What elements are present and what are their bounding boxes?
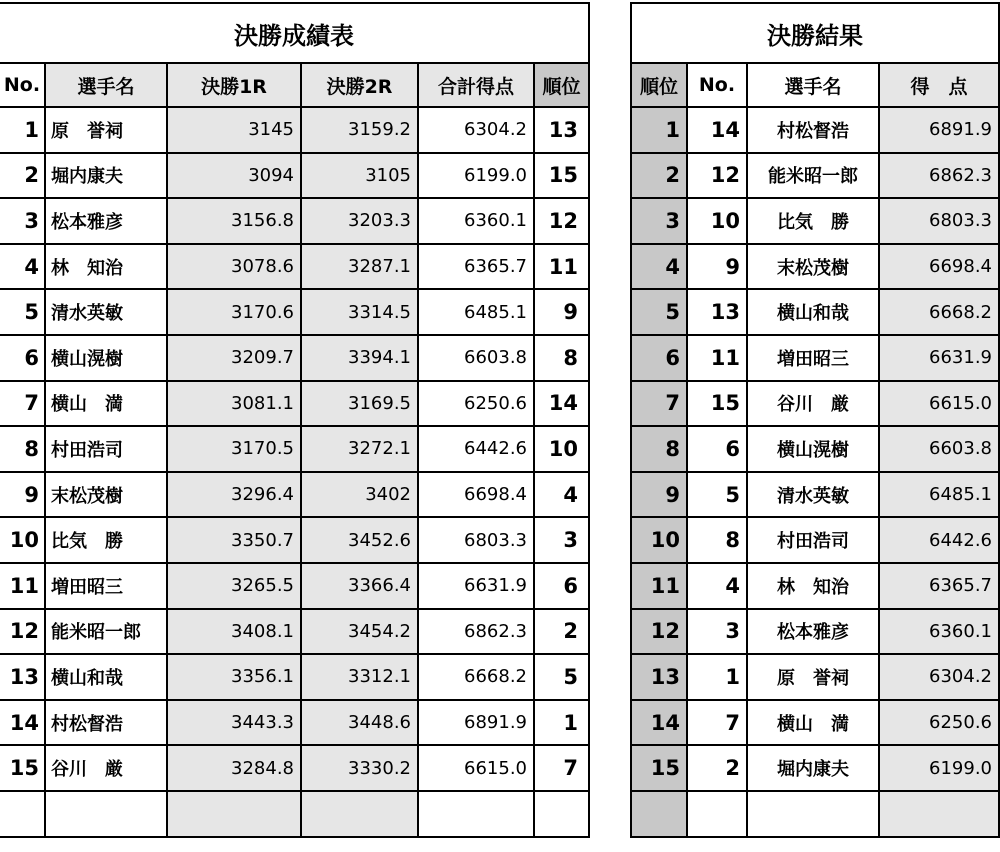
final-position: 12 bbox=[631, 609, 687, 655]
total-score: 6891.9 bbox=[418, 700, 534, 746]
final-score: 6698.4 bbox=[879, 244, 999, 290]
round1-score: 3443.3 bbox=[167, 700, 301, 746]
player-number: 12 bbox=[0, 609, 45, 655]
total-score: 6360.1 bbox=[418, 198, 534, 244]
table-row bbox=[0, 654, 589, 700]
player-number: 1 bbox=[687, 654, 747, 700]
player-name: 比気 勝 bbox=[747, 198, 879, 244]
round1-score: 3284.8 bbox=[167, 745, 301, 791]
final-score: 6485.1 bbox=[879, 472, 999, 518]
rank: 15 bbox=[534, 153, 589, 199]
round2-score: 3314.5 bbox=[301, 289, 418, 335]
player-name: 谷川 厳 bbox=[45, 745, 167, 791]
table-row bbox=[631, 745, 999, 791]
rank: 8 bbox=[534, 335, 589, 381]
player-name: 末松茂樹 bbox=[45, 472, 167, 518]
table-row bbox=[0, 198, 589, 244]
empty-row bbox=[631, 791, 999, 837]
player-name: 谷川 厳 bbox=[747, 381, 879, 427]
table-row bbox=[631, 381, 999, 427]
table-row bbox=[631, 654, 999, 700]
rank: 12 bbox=[534, 198, 589, 244]
player-name: 村田浩司 bbox=[747, 517, 879, 563]
final-position: 11 bbox=[631, 563, 687, 609]
round2-score: 3448.6 bbox=[301, 700, 418, 746]
table-row bbox=[631, 335, 999, 381]
final-position: 13 bbox=[631, 654, 687, 700]
round1-score: 3094 bbox=[167, 153, 301, 199]
total-score: 6698.4 bbox=[418, 472, 534, 518]
header-no: No. bbox=[0, 63, 45, 107]
final-score: 6442.6 bbox=[879, 517, 999, 563]
round1-score: 3408.1 bbox=[167, 609, 301, 655]
empty-cell bbox=[631, 791, 687, 837]
round2-score: 3454.2 bbox=[301, 609, 418, 655]
round1-score: 3145 bbox=[167, 107, 301, 153]
player-number: 4 bbox=[687, 563, 747, 609]
empty-cell bbox=[879, 791, 999, 837]
round2-score: 3272.1 bbox=[301, 426, 418, 472]
empty-cell bbox=[45, 791, 167, 837]
rank: 13 bbox=[534, 107, 589, 153]
empty-cell bbox=[687, 791, 747, 837]
player-name: 増田昭三 bbox=[747, 335, 879, 381]
rank: 2 bbox=[534, 609, 589, 655]
header-player-name: 選手名 bbox=[747, 63, 879, 107]
player-name: 林 知治 bbox=[45, 244, 167, 290]
table-row bbox=[0, 700, 589, 746]
header-position: 順位 bbox=[631, 63, 687, 107]
final-position: 14 bbox=[631, 700, 687, 746]
table-row bbox=[0, 107, 589, 153]
player-number: 9 bbox=[0, 472, 45, 518]
header-player-name: 選手名 bbox=[45, 63, 167, 107]
player-name: 能米昭一郎 bbox=[45, 609, 167, 655]
player-name: 林 知治 bbox=[747, 563, 879, 609]
player-number: 5 bbox=[687, 472, 747, 518]
final-score: 6668.2 bbox=[879, 289, 999, 335]
table-row bbox=[631, 472, 999, 518]
final-position: 8 bbox=[631, 426, 687, 472]
header-score: 得 点 bbox=[879, 63, 999, 107]
table-row bbox=[631, 609, 999, 655]
final-score: 6199.0 bbox=[879, 745, 999, 791]
round1-score: 3356.1 bbox=[167, 654, 301, 700]
table-row bbox=[0, 335, 589, 381]
table-row bbox=[631, 426, 999, 472]
player-number: 15 bbox=[687, 381, 747, 427]
final-score: 6360.1 bbox=[879, 609, 999, 655]
round2-score: 3330.2 bbox=[301, 745, 418, 791]
round1-score: 3170.5 bbox=[167, 426, 301, 472]
player-number: 14 bbox=[0, 700, 45, 746]
rank: 3 bbox=[534, 517, 589, 563]
final-score: 6304.2 bbox=[879, 654, 999, 700]
player-name: 原 誉祠 bbox=[45, 107, 167, 153]
final-position: 1 bbox=[631, 107, 687, 153]
player-number: 11 bbox=[687, 335, 747, 381]
table-row bbox=[631, 563, 999, 609]
player-number: 14 bbox=[687, 107, 747, 153]
table-row bbox=[631, 107, 999, 153]
header-rank: 順位 bbox=[534, 63, 589, 107]
player-number: 5 bbox=[0, 289, 45, 335]
player-number: 2 bbox=[0, 153, 45, 199]
empty-cell bbox=[301, 791, 418, 837]
final-position: 9 bbox=[631, 472, 687, 518]
rank: 1 bbox=[534, 700, 589, 746]
player-name: 比気 勝 bbox=[45, 517, 167, 563]
rank: 10 bbox=[534, 426, 589, 472]
player-number: 13 bbox=[0, 654, 45, 700]
empty-cell bbox=[0, 791, 45, 837]
total-score: 6199.0 bbox=[418, 153, 534, 199]
player-number: 6 bbox=[687, 426, 747, 472]
player-name: 清水英敏 bbox=[45, 289, 167, 335]
table-row bbox=[631, 244, 999, 290]
total-score: 6615.0 bbox=[418, 745, 534, 791]
player-number: 11 bbox=[0, 563, 45, 609]
header-no: No. bbox=[687, 63, 747, 107]
total-score: 6803.3 bbox=[418, 517, 534, 563]
table-row bbox=[631, 198, 999, 244]
player-name: 横山和哉 bbox=[45, 654, 167, 700]
round2-score: 3366.4 bbox=[301, 563, 418, 609]
round1-score: 3078.6 bbox=[167, 244, 301, 290]
player-number: 12 bbox=[687, 153, 747, 199]
header-total: 合計得点 bbox=[418, 63, 534, 107]
player-name: 横山 満 bbox=[747, 700, 879, 746]
empty-cell bbox=[534, 791, 589, 837]
final-score: 6250.6 bbox=[879, 700, 999, 746]
rank: 11 bbox=[534, 244, 589, 290]
round2-score: 3402 bbox=[301, 472, 418, 518]
final-results-title: 決勝結果 bbox=[631, 3, 999, 63]
final-score: 6891.9 bbox=[879, 107, 999, 153]
final-position: 7 bbox=[631, 381, 687, 427]
final-score: 6862.3 bbox=[879, 153, 999, 199]
player-number: 8 bbox=[687, 517, 747, 563]
player-name: 横山 満 bbox=[45, 381, 167, 427]
player-number: 3 bbox=[0, 198, 45, 244]
round2-score: 3203.3 bbox=[301, 198, 418, 244]
round2-score: 3287.1 bbox=[301, 244, 418, 290]
round1-score: 3265.5 bbox=[167, 563, 301, 609]
round1-score: 3350.7 bbox=[167, 517, 301, 563]
final-position: 2 bbox=[631, 153, 687, 199]
player-name: 松本雅彦 bbox=[747, 609, 879, 655]
final-position: 3 bbox=[631, 198, 687, 244]
total-score: 6631.9 bbox=[418, 563, 534, 609]
final-score: 6803.3 bbox=[879, 198, 999, 244]
final-scores-table bbox=[0, 2, 590, 838]
final-position: 15 bbox=[631, 745, 687, 791]
round2-score: 3394.1 bbox=[301, 335, 418, 381]
header-round1: 決勝1R bbox=[167, 63, 301, 107]
table-row bbox=[0, 609, 589, 655]
total-score: 6485.1 bbox=[418, 289, 534, 335]
player-name: 横山和哉 bbox=[747, 289, 879, 335]
empty-row bbox=[0, 791, 589, 837]
total-score: 6365.7 bbox=[418, 244, 534, 290]
player-name: 堀内康夫 bbox=[45, 153, 167, 199]
player-name: 村松督浩 bbox=[747, 107, 879, 153]
total-score: 6603.8 bbox=[418, 335, 534, 381]
player-number: 8 bbox=[0, 426, 45, 472]
table-row bbox=[0, 153, 589, 199]
table-row bbox=[0, 381, 589, 427]
player-number: 6 bbox=[0, 335, 45, 381]
player-name: 村田浩司 bbox=[45, 426, 167, 472]
rank: 14 bbox=[534, 381, 589, 427]
round2-score: 3452.6 bbox=[301, 517, 418, 563]
table-row bbox=[0, 563, 589, 609]
empty-cell bbox=[747, 791, 879, 837]
table-row bbox=[0, 472, 589, 518]
player-number: 10 bbox=[687, 198, 747, 244]
empty-cell bbox=[167, 791, 301, 837]
table-row bbox=[0, 244, 589, 290]
header-round2: 決勝2R bbox=[301, 63, 418, 107]
round1-score: 3296.4 bbox=[167, 472, 301, 518]
rank: 4 bbox=[534, 472, 589, 518]
final-position: 6 bbox=[631, 335, 687, 381]
total-score: 6304.2 bbox=[418, 107, 534, 153]
table-row bbox=[0, 426, 589, 472]
player-name: 村松督浩 bbox=[45, 700, 167, 746]
player-name: 横山滉樹 bbox=[747, 426, 879, 472]
rank: 9 bbox=[534, 289, 589, 335]
player-number: 3 bbox=[687, 609, 747, 655]
player-name: 堀内康夫 bbox=[747, 745, 879, 791]
total-score: 6668.2 bbox=[418, 654, 534, 700]
rank: 7 bbox=[534, 745, 589, 791]
total-score: 6862.3 bbox=[418, 609, 534, 655]
player-number: 2 bbox=[687, 745, 747, 791]
final-score: 6603.8 bbox=[879, 426, 999, 472]
round1-score: 3170.6 bbox=[167, 289, 301, 335]
final-scores-title: 決勝成績表 bbox=[0, 3, 589, 63]
rank: 6 bbox=[534, 563, 589, 609]
player-number: 10 bbox=[0, 517, 45, 563]
round1-score: 3156.8 bbox=[167, 198, 301, 244]
player-name: 能米昭一郎 bbox=[747, 153, 879, 199]
table-row bbox=[631, 153, 999, 199]
player-number: 7 bbox=[0, 381, 45, 427]
player-number: 13 bbox=[687, 289, 747, 335]
player-number: 7 bbox=[687, 700, 747, 746]
player-number: 4 bbox=[0, 244, 45, 290]
table-row bbox=[0, 745, 589, 791]
table-row bbox=[631, 517, 999, 563]
table-row bbox=[0, 289, 589, 335]
final-position: 10 bbox=[631, 517, 687, 563]
rank: 5 bbox=[534, 654, 589, 700]
player-name: 原 誉祠 bbox=[747, 654, 879, 700]
player-name: 松本雅彦 bbox=[45, 198, 167, 244]
final-results-table bbox=[630, 2, 1000, 838]
total-score: 6442.6 bbox=[418, 426, 534, 472]
player-number: 15 bbox=[0, 745, 45, 791]
table-row bbox=[631, 700, 999, 746]
round1-score: 3209.7 bbox=[167, 335, 301, 381]
player-name: 増田昭三 bbox=[45, 563, 167, 609]
round2-score: 3159.2 bbox=[301, 107, 418, 153]
final-position: 4 bbox=[631, 244, 687, 290]
final-score: 6615.0 bbox=[879, 381, 999, 427]
player-number: 9 bbox=[687, 244, 747, 290]
final-score: 6631.9 bbox=[879, 335, 999, 381]
player-name: 清水英敏 bbox=[747, 472, 879, 518]
round2-score: 3105 bbox=[301, 153, 418, 199]
player-name: 横山滉樹 bbox=[45, 335, 167, 381]
round1-score: 3081.1 bbox=[167, 381, 301, 427]
round2-score: 3169.5 bbox=[301, 381, 418, 427]
round2-score: 3312.1 bbox=[301, 654, 418, 700]
total-score: 6250.6 bbox=[418, 381, 534, 427]
player-name: 末松茂樹 bbox=[747, 244, 879, 290]
table-row bbox=[0, 517, 589, 563]
player-number: 1 bbox=[0, 107, 45, 153]
final-score: 6365.7 bbox=[879, 563, 999, 609]
final-position: 5 bbox=[631, 289, 687, 335]
empty-cell bbox=[418, 791, 534, 837]
table-row bbox=[631, 289, 999, 335]
